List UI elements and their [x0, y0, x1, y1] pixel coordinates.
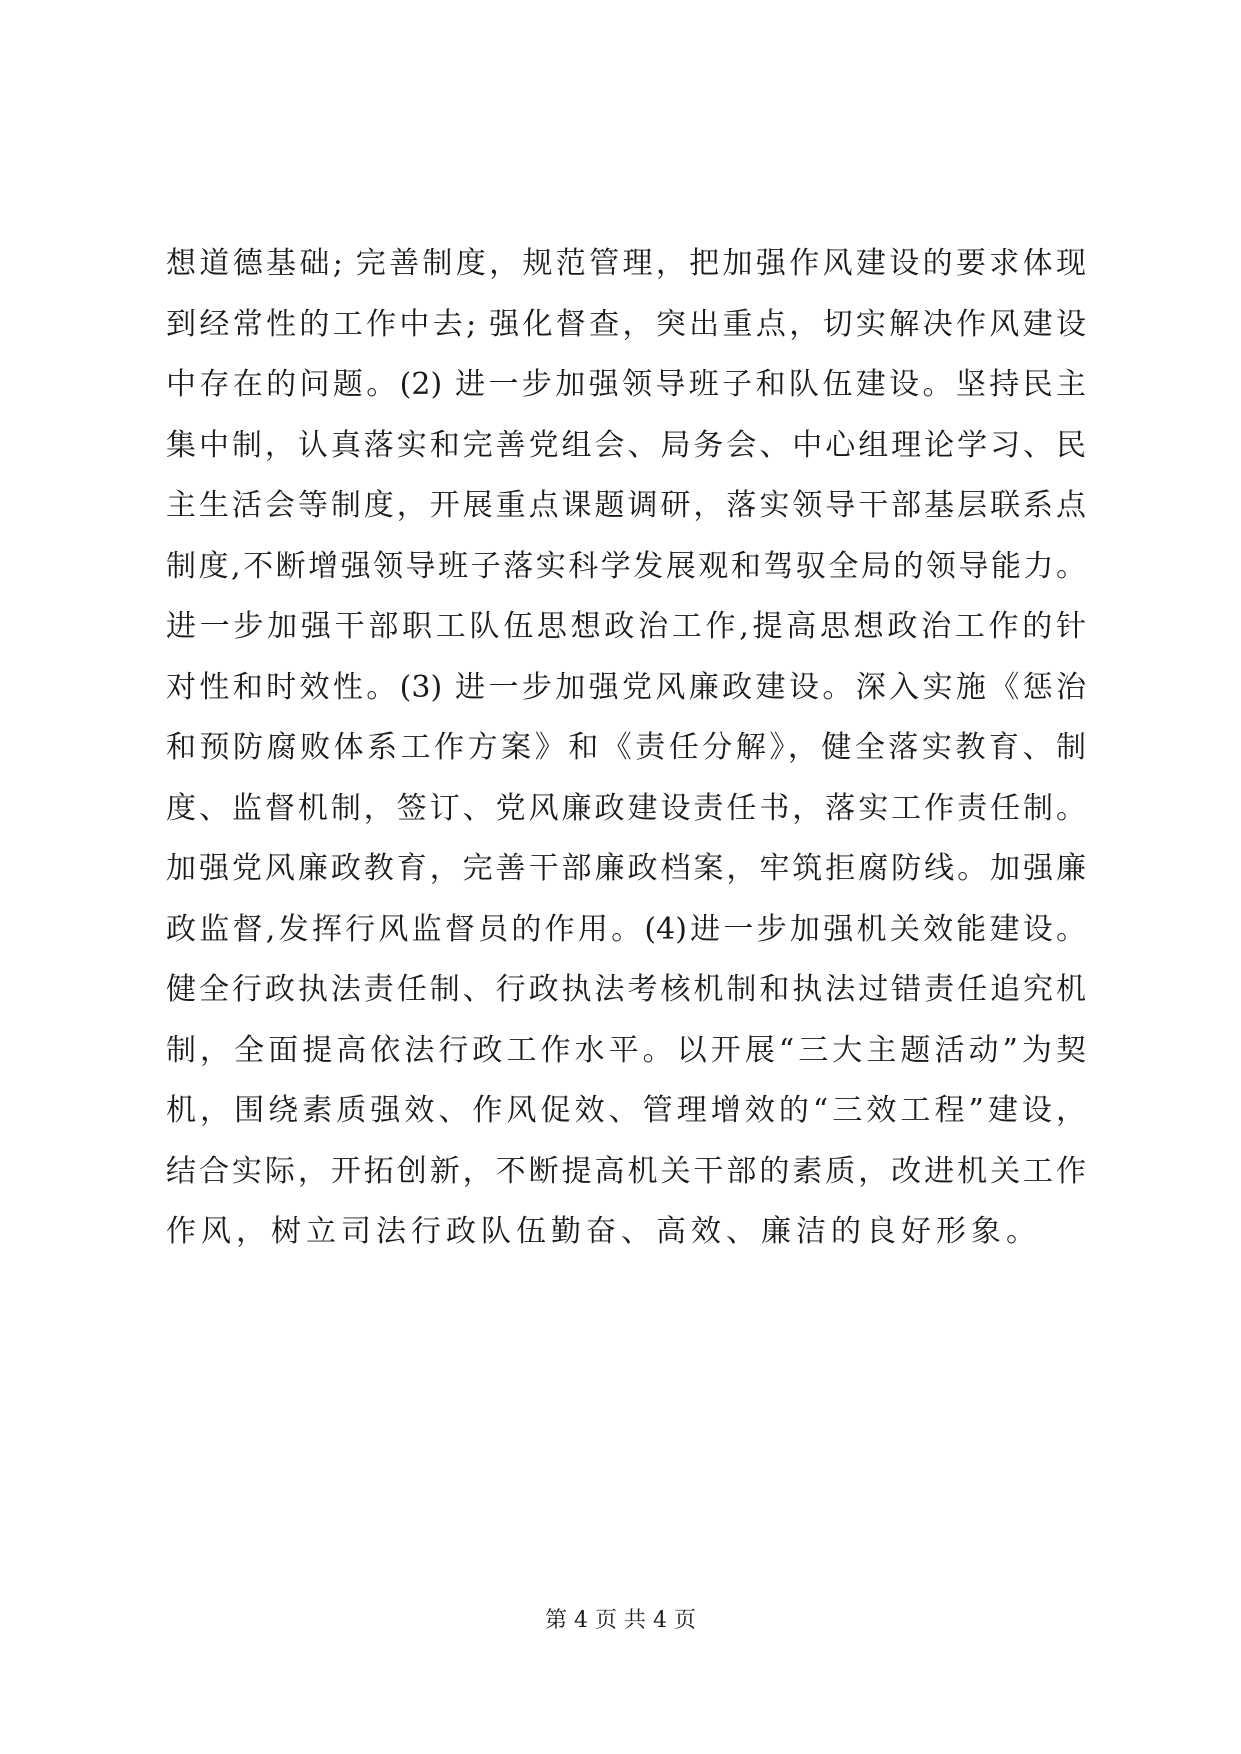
text-line: 制，全面提高依法行政工作水平。以开展“三大主题活动”为契 — [166, 1032, 1086, 1068]
page-footer: 第 4 页 共 4 页 — [545, 1608, 696, 1633]
text-line: 主生活会等制度，开展重点课题调研，落实领导干部基层联系点 — [166, 488, 1086, 523]
text-line: 制度,不断增强领导班子落实科学发展观和驾驭全局的领导能力。 — [166, 548, 1086, 584]
text-line: 对性和时效性。(3) 进一步加强党风廉政建设。深入实施《惩治 — [166, 669, 1086, 705]
text-line: 进一步加强干部职工队伍思想政治工作,提高思想政治工作的针 — [166, 609, 1086, 644]
text-line: 想道德基础; 完善制度，规范管理，把加强作风建设的要求体现 — [166, 246, 1086, 281]
text-line: 到经常性的工作中去; 强化督查，突出重点，切实解决作风建设 — [166, 306, 1086, 342]
text-line: 健全行政执法责任制、行政执法考核机制和执法过错责任追究机 — [166, 972, 1086, 1007]
text-line: 和预防腐败体系工作方案》和《责任分解》，健全落实教育、制 — [166, 730, 1086, 765]
text-line: 度、监督机制，签订、党风廉政建设责任书，落实工作责任制。 — [166, 790, 1086, 826]
text-line: 集中制，认真落实和完善党组会、局务会、中心组理论学习、民 — [166, 427, 1086, 463]
text-line: 机，围绕素质强效、作风促效、管理增效的“三效工程”建设， — [166, 1093, 1086, 1128]
text-line: 中存在的问题。(2) 进一步加强领导班子和队伍建设。坚持民主 — [166, 367, 1086, 402]
text-line: 结合实际，开拓创新，不断提高机关干部的素质，改进机关工作 — [166, 1153, 1086, 1189]
body-text — [166, 234, 1086, 1263]
text-line: 加强党风廉政教育，完善干部廉政档案，牢筑拒腐防线。加强廉 — [166, 851, 1086, 886]
text-line: 政监督,发挥行风监督员的作用。(4)进一步加强机关效能建设。 — [166, 911, 1086, 947]
text-line: 作风，树立司法行政队伍勤奋、高效、廉洁的良好形象。 — [166, 1214, 1041, 1249]
